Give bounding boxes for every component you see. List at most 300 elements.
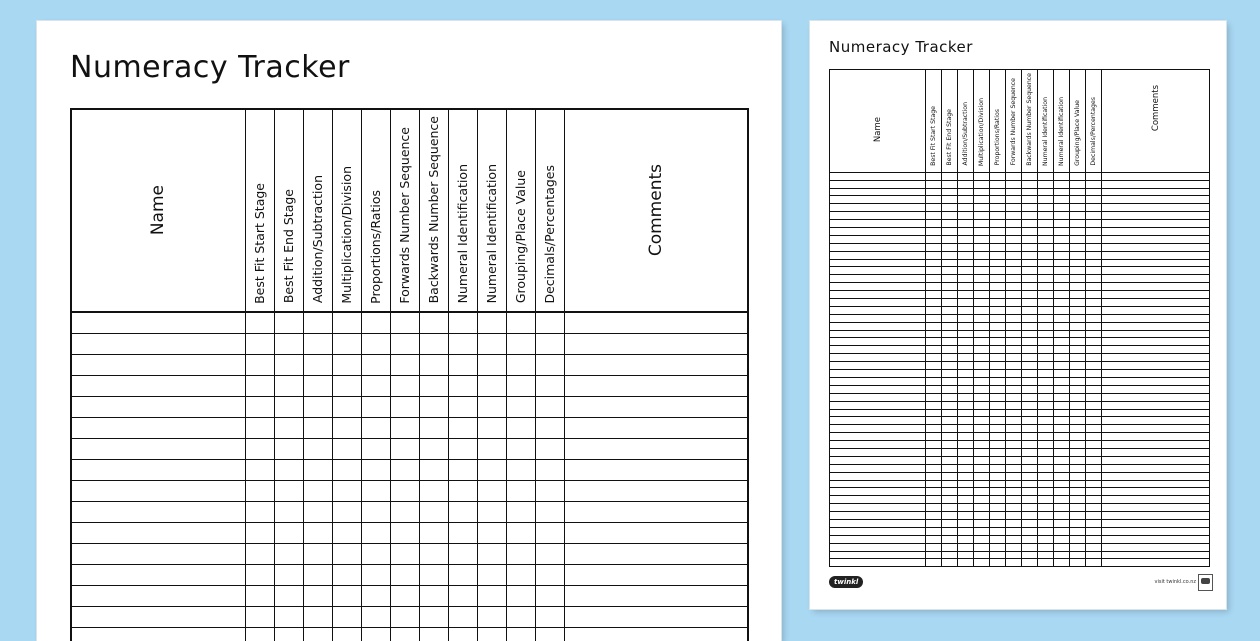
table-cell: [1102, 472, 1210, 480]
table-cell: [274, 396, 303, 417]
table-cell: [1006, 551, 1022, 559]
column-header-comments: [564, 109, 748, 312]
table-cell: [1102, 354, 1210, 362]
table-cell: [419, 501, 448, 522]
column-header-stat: [245, 109, 274, 312]
table-cell: [1054, 441, 1070, 449]
table-cell: [274, 606, 303, 627]
table-cell: [990, 172, 1006, 180]
table-cell: [1086, 456, 1102, 464]
table-cell: [958, 433, 974, 441]
table-cell: [926, 243, 942, 251]
table-cell: [1022, 283, 1038, 291]
table-cell: [1102, 464, 1210, 472]
table-cell: [1054, 299, 1070, 307]
table-cell: [1070, 299, 1086, 307]
table-cell: [974, 322, 990, 330]
table-cell: [1102, 551, 1210, 559]
table-cell: [830, 370, 926, 378]
table-cell: [974, 330, 990, 338]
table-cell: [926, 251, 942, 259]
table-cell: [1086, 212, 1102, 220]
table-cell: [506, 396, 535, 417]
table-cell: [926, 401, 942, 409]
table-cell: [1086, 448, 1102, 456]
table-cell: [1070, 196, 1086, 204]
column-header-stat-label: Proportions/Ratios: [994, 109, 1001, 166]
table-cell: [926, 275, 942, 283]
table-row: [71, 501, 748, 522]
badge-icon: [1198, 574, 1213, 591]
table-cell: [1102, 259, 1210, 267]
table-cell: [1070, 322, 1086, 330]
table-cell: [990, 480, 1006, 488]
table-cell: [332, 417, 361, 438]
table-cell: [942, 267, 958, 275]
table-row: [71, 459, 748, 480]
column-header-name-label: Name: [148, 184, 169, 235]
table-cell: [1102, 283, 1210, 291]
table-row: [830, 259, 1210, 267]
table-cell: [419, 480, 448, 501]
table-cell: [71, 333, 245, 354]
table-cell: [332, 312, 361, 333]
table-cell: [332, 627, 361, 641]
table-row: [830, 299, 1210, 307]
table-cell: [1054, 338, 1070, 346]
table-cell: [245, 375, 274, 396]
table-cell: [1070, 393, 1086, 401]
table-cell: [1070, 377, 1086, 385]
table-cell: [1086, 551, 1102, 559]
table-cell: [1070, 551, 1086, 559]
table-cell: [1054, 377, 1070, 385]
table-cell: [1086, 330, 1102, 338]
table-cell: [1070, 306, 1086, 314]
page-title-small: Numeracy Tracker: [829, 38, 973, 56]
table-cell: [1006, 425, 1022, 433]
table-cell: [942, 377, 958, 385]
table-row: [830, 417, 1210, 425]
table-cell: [1022, 551, 1038, 559]
table-cell: [274, 522, 303, 543]
table-cell: [1006, 519, 1022, 527]
table-cell: [990, 283, 1006, 291]
table-cell: [942, 512, 958, 520]
table-cell: [830, 543, 926, 551]
table-cell: [361, 522, 390, 543]
table-cell: [1054, 472, 1070, 480]
table-cell: [1054, 393, 1070, 401]
table-cell: [958, 235, 974, 243]
table-cell: [974, 196, 990, 204]
table-cell: [958, 180, 974, 188]
table-cell: [942, 346, 958, 354]
table-cell: [390, 606, 419, 627]
table-cell: [419, 627, 448, 641]
table-cell: [1038, 362, 1054, 370]
table-cell: [942, 259, 958, 267]
table-cell: [1006, 512, 1022, 520]
table-row: [830, 551, 1210, 559]
table-cell: [1022, 212, 1038, 220]
table-cell: [942, 409, 958, 417]
table-cell: [1070, 204, 1086, 212]
table-cell: [974, 401, 990, 409]
table-cell: [974, 559, 990, 567]
table-row: [830, 535, 1210, 543]
table-cell: [1102, 172, 1210, 180]
table-cell: [958, 393, 974, 401]
table-cell: [535, 312, 564, 333]
table-cell: [926, 306, 942, 314]
table-cell: [1038, 441, 1054, 449]
table-cell: [1070, 354, 1086, 362]
table-cell: [419, 585, 448, 606]
table-cell: [1086, 559, 1102, 567]
table-cell: [1022, 267, 1038, 275]
table-cell: [1006, 220, 1022, 228]
table-cell: [942, 330, 958, 338]
table-cell: [926, 346, 942, 354]
table-cell: [1070, 456, 1086, 464]
tracker-table: [70, 108, 749, 641]
column-header-stat-label: Multiplication/Division: [978, 97, 985, 166]
table-cell: [506, 417, 535, 438]
table-row: [830, 172, 1210, 180]
table-cell: [974, 275, 990, 283]
table-cell: [942, 228, 958, 236]
table-cell: [1070, 346, 1086, 354]
table-cell: [926, 196, 942, 204]
table-cell: [477, 354, 506, 375]
table-cell: [419, 333, 448, 354]
table-cell: [942, 220, 958, 228]
table-cell: [1022, 527, 1038, 535]
column-header-stat: [1022, 70, 1038, 173]
table-cell: [926, 370, 942, 378]
table-cell: [942, 456, 958, 464]
table-cell: [926, 235, 942, 243]
table-cell: [1070, 527, 1086, 535]
table-cell: [974, 235, 990, 243]
table-cell: [1022, 228, 1038, 236]
table-cell: [1054, 196, 1070, 204]
table-cell: [830, 519, 926, 527]
table-cell: [990, 354, 1006, 362]
table-cell: [1070, 220, 1086, 228]
column-header-stat: [958, 70, 974, 173]
table-cell: [390, 333, 419, 354]
table-cell: [1054, 204, 1070, 212]
table-cell: [1038, 275, 1054, 283]
table-cell: [1102, 267, 1210, 275]
table-cell: [942, 180, 958, 188]
table-cell: [274, 480, 303, 501]
table-cell: [332, 375, 361, 396]
column-header-stat: [448, 109, 477, 312]
table-cell: [830, 385, 926, 393]
table-cell: [958, 251, 974, 259]
table-cell: [942, 314, 958, 322]
table-cell: [942, 196, 958, 204]
table-cell: [958, 409, 974, 417]
table-cell: [1006, 283, 1022, 291]
table-row: [830, 504, 1210, 512]
table-cell: [1086, 322, 1102, 330]
column-header-stat-label: Best Fit End Stage: [946, 109, 953, 166]
table-cell: [942, 235, 958, 243]
table-cell: [535, 396, 564, 417]
table-cell: [1006, 330, 1022, 338]
column-header-name: [830, 70, 926, 173]
table-cell: [1006, 409, 1022, 417]
table-cell: [448, 522, 477, 543]
table-cell: [448, 354, 477, 375]
table-cell: [564, 627, 748, 641]
table-cell: [1070, 409, 1086, 417]
table-row: [71, 480, 748, 501]
table-cell: [830, 559, 926, 567]
table-cell: [419, 606, 448, 627]
table-cell: [1054, 235, 1070, 243]
table-cell: [535, 585, 564, 606]
table-cell: [1054, 543, 1070, 551]
table-row: [71, 375, 748, 396]
table-cell: [477, 312, 506, 333]
table-cell: [245, 312, 274, 333]
table-cell: [1102, 535, 1210, 543]
table-cell: [564, 606, 748, 627]
table-cell: [830, 425, 926, 433]
table-cell: [830, 338, 926, 346]
table-cell: [926, 504, 942, 512]
table-cell: [1086, 417, 1102, 425]
table-cell: [1102, 291, 1210, 299]
table-cell: [303, 375, 332, 396]
column-header-stat: [332, 109, 361, 312]
table-cell: [830, 441, 926, 449]
table-cell: [1006, 259, 1022, 267]
table-cell: [448, 333, 477, 354]
table-row: [830, 433, 1210, 441]
table-cell: [361, 627, 390, 641]
table-cell: [1038, 425, 1054, 433]
table-cell: [974, 433, 990, 441]
table-cell: [303, 396, 332, 417]
table-cell: [1022, 433, 1038, 441]
table-cell: [1006, 306, 1022, 314]
table-cell: [1054, 512, 1070, 520]
table-cell: [990, 504, 1006, 512]
table-cell: [990, 441, 1006, 449]
table-cell: [958, 362, 974, 370]
table-cell: [390, 501, 419, 522]
table-cell: [1038, 512, 1054, 520]
table-cell: [1102, 425, 1210, 433]
table-cell: [332, 522, 361, 543]
table-cell: [506, 585, 535, 606]
table-cell: [990, 512, 1006, 520]
table-cell: [1022, 370, 1038, 378]
table-cell: [1038, 283, 1054, 291]
table-cell: [1086, 370, 1102, 378]
table-row: [830, 488, 1210, 496]
column-header-stat: [990, 70, 1006, 173]
table-cell: [958, 551, 974, 559]
table-cell: [830, 409, 926, 417]
column-header-stat-label: Backwards Number Sequence: [426, 116, 441, 304]
table-cell: [990, 385, 1006, 393]
table-cell: [990, 306, 1006, 314]
table-cell: [1102, 543, 1210, 551]
table-cell: [974, 425, 990, 433]
table-cell: [1054, 370, 1070, 378]
table-cell: [958, 188, 974, 196]
table-cell: [990, 456, 1006, 464]
table-cell: [1054, 172, 1070, 180]
table-cell: [1070, 401, 1086, 409]
table-cell: [990, 346, 1006, 354]
table-cell: [958, 417, 974, 425]
table-cell: [1086, 480, 1102, 488]
table-cell: [303, 522, 332, 543]
table-cell: [419, 543, 448, 564]
table-cell: [1038, 519, 1054, 527]
table-cell: [1070, 370, 1086, 378]
table-cell: [564, 375, 748, 396]
table-cell: [942, 299, 958, 307]
table-cell: [926, 180, 942, 188]
column-header-stat-label: Grouping/Place Value: [1074, 99, 1081, 166]
table-cell: [1086, 401, 1102, 409]
table-cell: [1038, 228, 1054, 236]
column-header-stat-label: Forwards Number Sequence: [1010, 78, 1017, 166]
table-cell: [1102, 504, 1210, 512]
table-cell: [390, 438, 419, 459]
table-cell: [245, 333, 274, 354]
table-cell: [1054, 362, 1070, 370]
table-row: [830, 212, 1210, 220]
table-cell: [1022, 480, 1038, 488]
table-cell: [990, 464, 1006, 472]
table-cell: [958, 480, 974, 488]
table-cell: [990, 251, 1006, 259]
table-cell: [942, 551, 958, 559]
table-cell: [506, 438, 535, 459]
table-cell: [830, 330, 926, 338]
table-cell: [942, 441, 958, 449]
table-cell: [958, 283, 974, 291]
table-cell: [942, 283, 958, 291]
table-cell: [1102, 338, 1210, 346]
column-header-stat-label: Decimals/Percentages: [1090, 97, 1097, 166]
table-cell: [303, 354, 332, 375]
table-cell: [830, 267, 926, 275]
table-cell: [564, 354, 748, 375]
table-cell: [506, 354, 535, 375]
table-cell: [942, 188, 958, 196]
table-cell: [926, 496, 942, 504]
table-cell: [926, 543, 942, 551]
table-cell: [974, 393, 990, 401]
table-cell: [390, 459, 419, 480]
table-cell: [974, 527, 990, 535]
table-cell: [332, 564, 361, 585]
table-cell: [1070, 535, 1086, 543]
table-cell: [1102, 409, 1210, 417]
table-cell: [942, 251, 958, 259]
table-cell: [974, 512, 990, 520]
table-cell: [990, 275, 1006, 283]
table-cell: [419, 375, 448, 396]
table-cell: [390, 354, 419, 375]
table-cell: [1006, 377, 1022, 385]
table-cell: [1070, 504, 1086, 512]
table-cell: [958, 346, 974, 354]
table-cell: [1022, 472, 1038, 480]
table-cell: [332, 354, 361, 375]
table-row: [830, 243, 1210, 251]
table-cell: [830, 228, 926, 236]
table-cell: [974, 441, 990, 449]
table-cell: [926, 204, 942, 212]
table-cell: [1070, 338, 1086, 346]
column-header-stat: [506, 109, 535, 312]
table-cell: [448, 564, 477, 585]
table-cell: [448, 606, 477, 627]
table-cell: [564, 459, 748, 480]
table-cell: [506, 627, 535, 641]
table-cell: [974, 243, 990, 251]
table-cell: [830, 448, 926, 456]
table-cell: [506, 375, 535, 396]
table-cell: [1006, 235, 1022, 243]
table-cell: [926, 441, 942, 449]
table-cell: [274, 585, 303, 606]
table-cell: [1054, 425, 1070, 433]
table-cell: [958, 559, 974, 567]
table-cell: [958, 464, 974, 472]
table-cell: [958, 527, 974, 535]
table-row: [830, 393, 1210, 401]
table-cell: [71, 354, 245, 375]
table-cell: [830, 417, 926, 425]
table-cell: [974, 504, 990, 512]
table-cell: [1086, 251, 1102, 259]
table-cell: [1038, 188, 1054, 196]
table-cell: [974, 180, 990, 188]
table-cell: [1022, 251, 1038, 259]
table-cell: [361, 564, 390, 585]
table-cell: [390, 543, 419, 564]
table-row: [830, 338, 1210, 346]
table-cell: [1102, 401, 1210, 409]
table-cell: [1006, 448, 1022, 456]
table-cell: [942, 559, 958, 567]
table-cell: [1006, 362, 1022, 370]
table-cell: [1006, 299, 1022, 307]
table-cell: [1038, 346, 1054, 354]
table-cell: [1070, 464, 1086, 472]
table-cell: [419, 396, 448, 417]
table-cell: [1086, 354, 1102, 362]
column-header-stat: [1006, 70, 1022, 173]
table-cell: [1070, 275, 1086, 283]
table-cell: [958, 172, 974, 180]
table-cell: [942, 480, 958, 488]
table-cell: [1006, 346, 1022, 354]
